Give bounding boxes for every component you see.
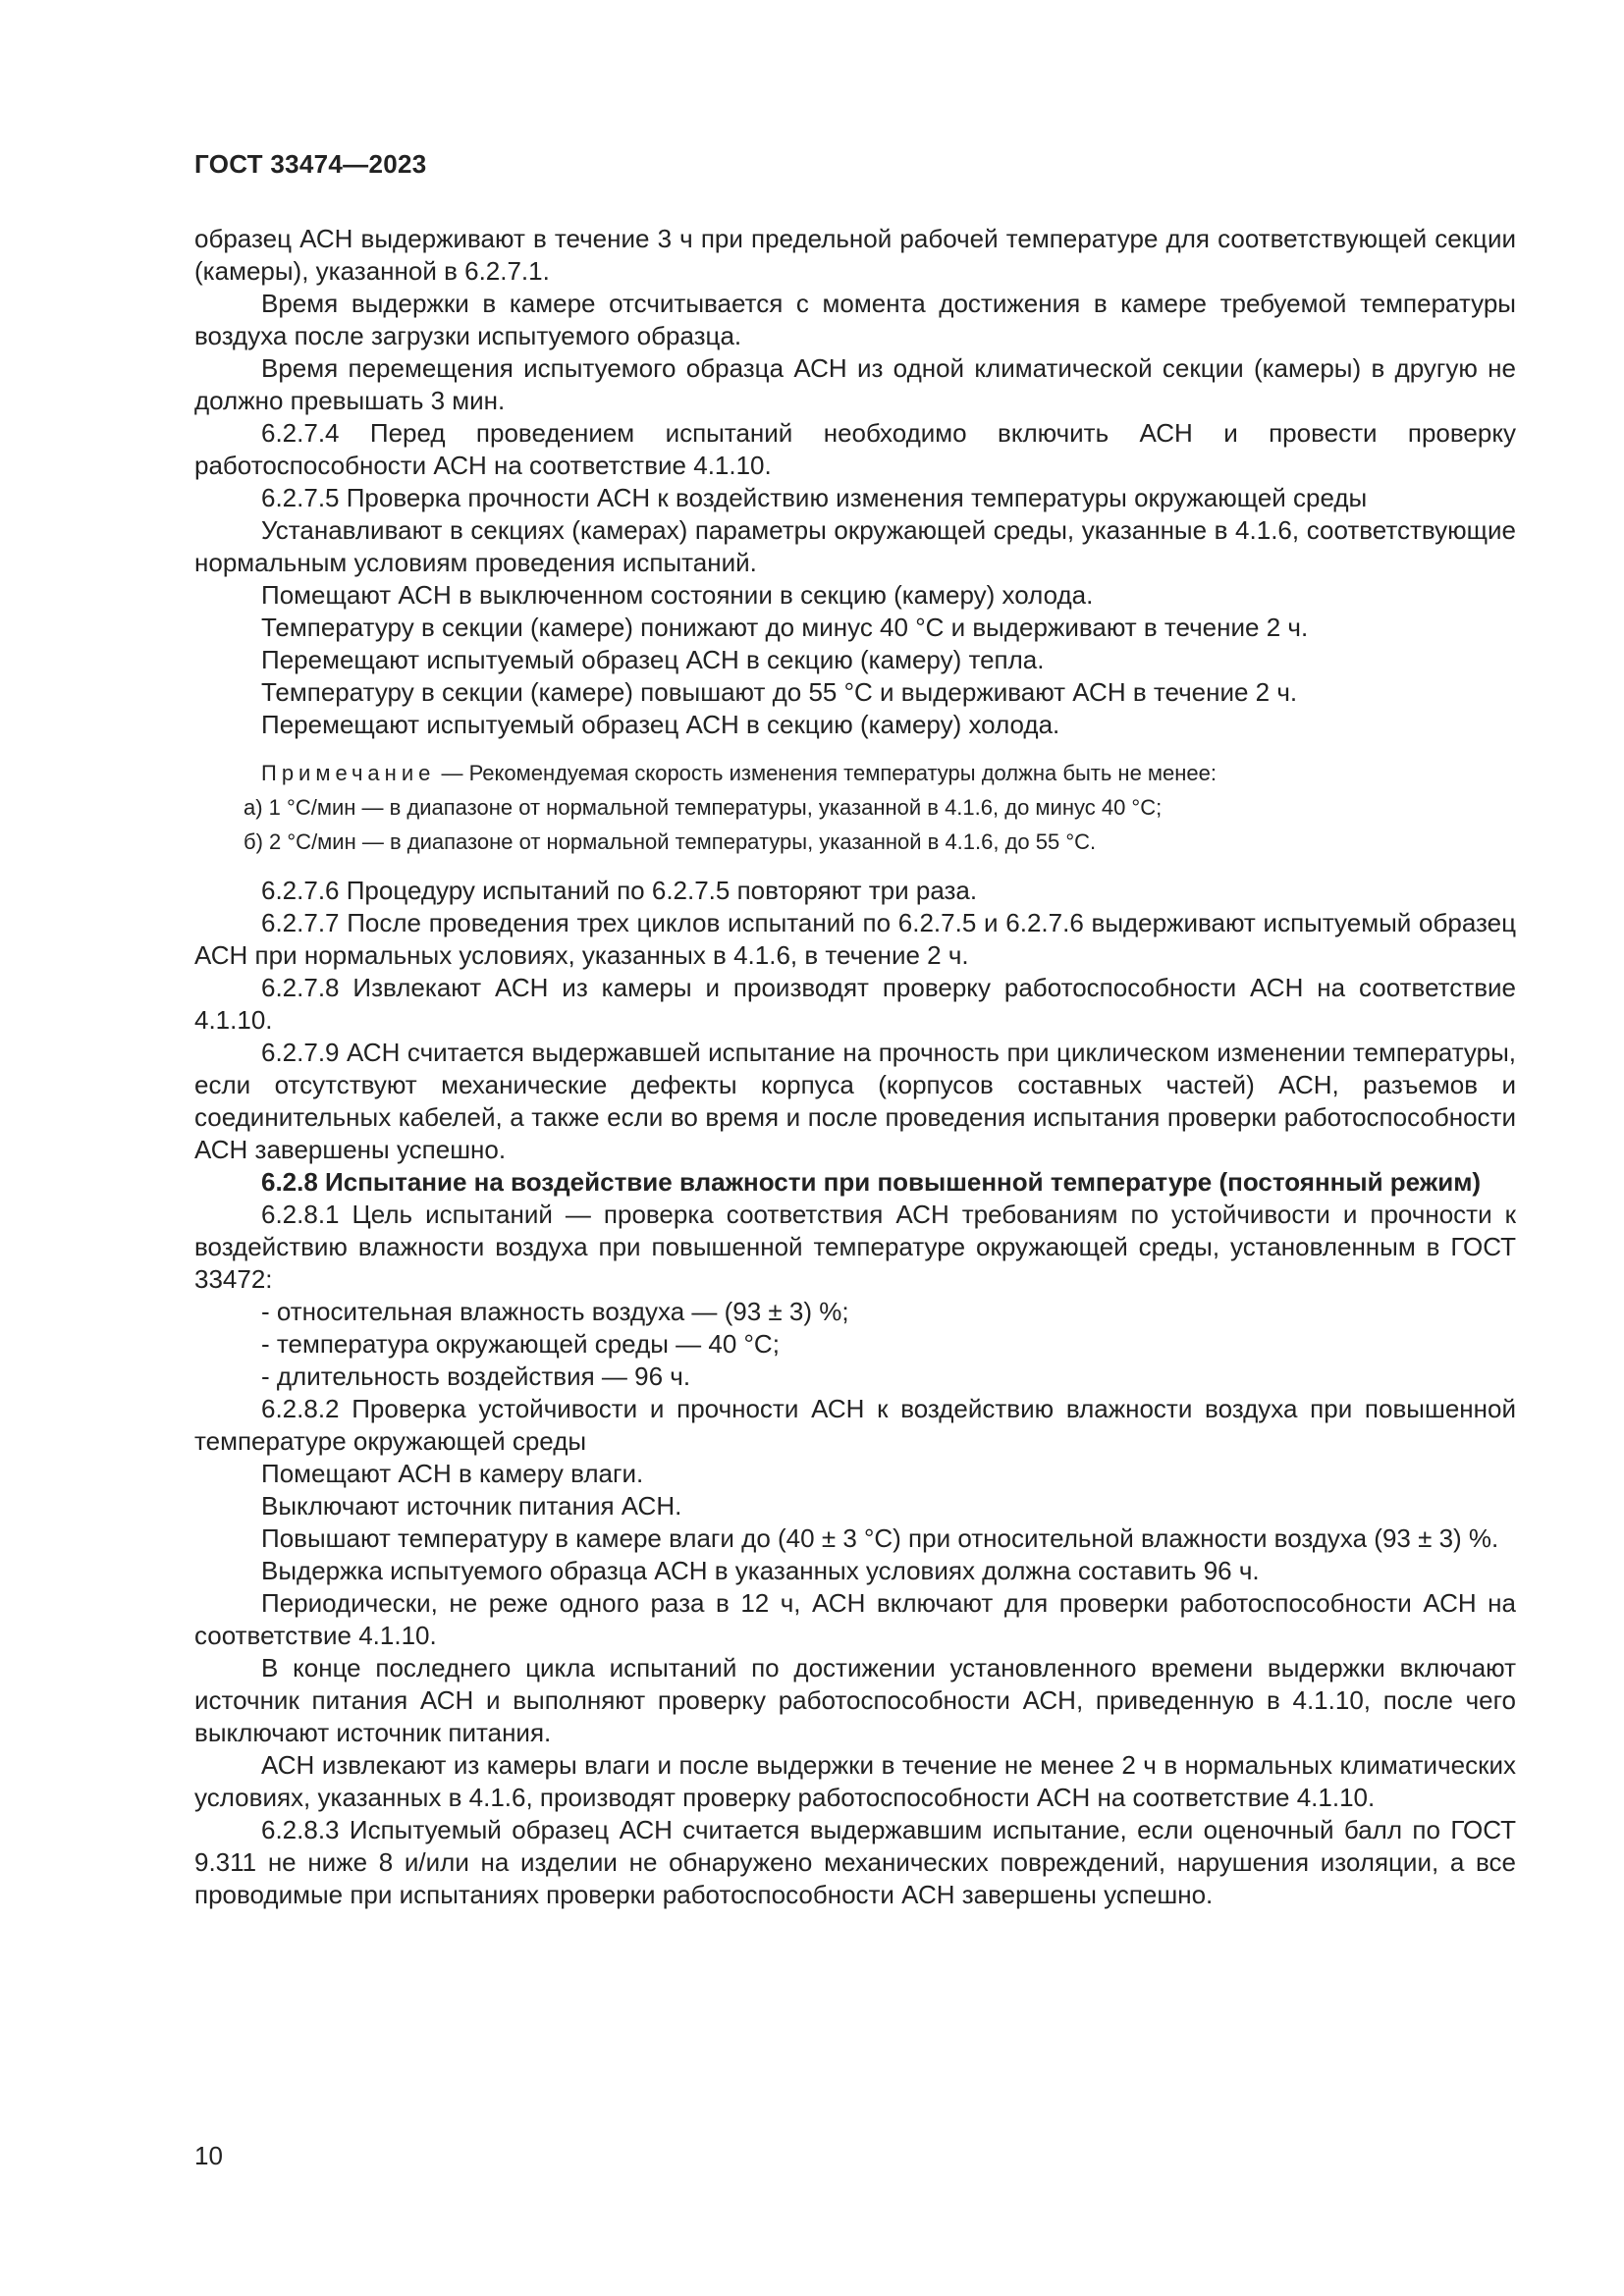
note-label: Примечание [261, 761, 436, 785]
paragraph: Температуру в секции (камере) понижают до минус 40 °С и выдерживают в течение 2 ч. [261, 613, 1309, 642]
paragraph: Периодически, не реже одного раза в 12 ч, АСН включают для проверки работоспособности АСН на соответствие 4.1.10. [194, 1588, 1516, 1650]
paragraph: 6.2.8.3 Испытуемый образец АСН считается выдержавшим испытание, если оценочный балл по ГОСТ 9.311 не ниже 8 и/или на изделии не обнаружено механических повреждений, нарушения изоляции, а все проводимые при испытаниях проверки работоспособности АСН завершены успешно. [194, 1815, 1516, 1909]
paragraph: 6.2.7.6 Процедуру испытаний по 6.2.7.5 повторяют три раза. [261, 876, 978, 905]
note-intro [194, 759, 1516, 788]
paragraph: Время выдержки в камере отсчитывается с момента достижения в камере требуемой температуры воздуха после загрузки испытуемого образца. [194, 289, 1516, 350]
paragraph: 6.2.7.9 АСН считается выдержавшей испытание на прочность при циклическом изменении температуры, если отсутствуют механические дефекты корпуса (корпусов составных частей) АСН, разъемов и соединительных кабелей, а также если во время и после проведения испытания проверки работоспособности АСН завершены успешно. [194, 1038, 1516, 1164]
paragraph: 6.2.8.1 Цель испытаний — проверка соответствия АСН требованиям по устойчивости и прочности к воздействию влажности воздуха при повышенной температуре окружающей среды, установленным в ГОСТ 33472: [194, 1200, 1516, 1294]
document-body [194, 223, 1516, 1911]
paragraph: 6.2.7.8 Извлекают АСН из камеры и производят проверку работоспособности АСН на соответствие 4.1.10. [194, 973, 1516, 1035]
paragraph: Устанавливают в секциях (камерах) параметры окружающей среды, указанные в 4.1.6, соответствующие нормальным условиям проведения испытаний. [194, 515, 1516, 577]
paragraph: Выдержка испытуемого образца АСН в указанных условиях должна составить 96 ч. [261, 1556, 1260, 1585]
page-number: 10 [194, 2141, 223, 2170]
paragraph: Выключают источник питания АСН. [261, 1491, 682, 1521]
list-item: - относительная влажность воздуха — (93 ± 3) %; [261, 1297, 849, 1326]
paragraph: образец АСН выдерживают в течение 3 ч при предельной рабочей температуре для соответствующей секции (камеры), указанной в 6.2.7.1. [194, 224, 1516, 286]
paragraph: В конце последнего цикла испытаний по достижении установленного времени выдержки включают источник питания АСН и выполняют проверку работоспособности АСН, приведенную в 4.1.10, после чего выключают источник питания. [194, 1653, 1516, 1747]
paragraph: Повышают температуру в камере влаги до (40 ± 3 °С) при относительной влажности воздуха (93 ± 3) %. [261, 1523, 1499, 1553]
note-text: — Рекомендуемая скорость изменения температуры должна быть не менее: [435, 761, 1218, 785]
paragraph: Перемещают испытуемый образец АСН в секцию (камеру) холода. [261, 710, 1060, 739]
paragraph: Перемещают испытуемый образец АСН в секцию (камеру) тепла. [261, 645, 1045, 674]
note-item: а) 1 °С/мин — в диапазоне от нормальной температуры, указанной в 4.1.6, до минус 40 °С; [244, 795, 1163, 820]
list-item: - температура окружающей среды — 40 °С; [261, 1329, 780, 1359]
paragraph: 6.2.7.5 Проверка прочности АСН к воздействию изменения температуры окружающей среды [261, 483, 1368, 512]
document-header: ГОСТ 33474—2023 [194, 149, 427, 179]
paragraph: Время перемещения испытуемого образца АСН из одной климатической секции (камеры) в другую не должно превышать 3 мин. [194, 353, 1516, 415]
paragraph: 6.2.8.2 Проверка устойчивости и прочности АСН к воздействию влажности воздуха при повышенной температуре окружающей среды [194, 1394, 1516, 1456]
note-block [194, 759, 1516, 857]
requirements-list [194, 1296, 1516, 1393]
paragraph: 6.2.7.4 Перед проведением испытаний необходимо включить АСН и провести проверку работоспособности АСН на соответствие 4.1.10. [194, 418, 1516, 480]
section-heading: 6.2.8 Испытание на воздействие влажности при повышенной температуре (постоянный режим) [261, 1167, 1482, 1197]
paragraph: Температуру в секции (камере) повышают до 55 °С и выдерживают АСН в течение 2 ч. [261, 677, 1298, 707]
paragraph: Помещают АСН в камеру влаги. [261, 1459, 644, 1488]
paragraph: 6.2.7.7 После проведения трех циклов испытаний по 6.2.7.5 и 6.2.7.6 выдерживают испытуемый образец АСН при нормальных условиях, указанных в 4.1.6, в течение 2 ч. [194, 908, 1516, 970]
paragraph: АСН извлекают из камеры влаги и после выдержки в течение не менее 2 ч в нормальных климатических условиях, указанных в 4.1.6, производят проверку работоспособности АСН на соответствие 4.1.10. [194, 1750, 1516, 1812]
list-item: - длительность воздействия — 96 ч. [261, 1362, 691, 1391]
paragraph: Помещают АСН в выключенном состоянии в секцию (камеру) холода. [261, 580, 1094, 610]
note-item: б) 2 °С/мин — в диапазоне от нормальной температуры, указанной в 4.1.6, до 55 °С. [244, 829, 1097, 854]
